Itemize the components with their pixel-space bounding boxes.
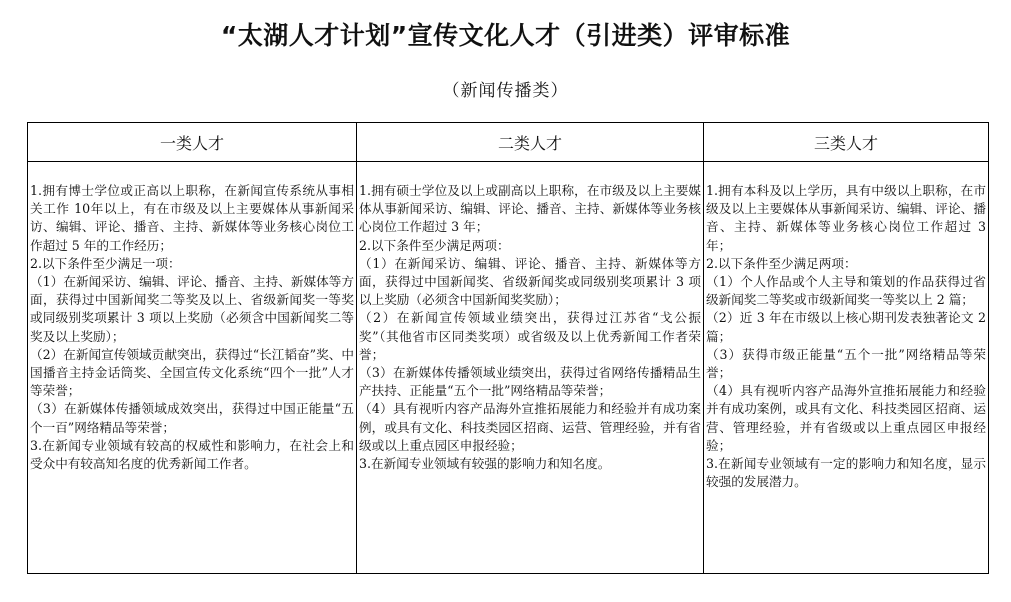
document-subtitle: （新闻传播类） [442,81,569,101]
criterion-line: （1）在新闻采访、编辑、评论、播音、主持、新媒体等方面，获得过中国新闻奖二等奖及以上、省级新闻奖一等奖或同级别奖项累计 3 项以上奖励（必须含中国新闻奖二等奖及以上奖励）； [30,274,354,344]
table-row [28,162,989,574]
criterion-line: 1.拥有本科及以上学历，具有中级以上职称，在市级及以上主要媒体从事新闻采访、编辑、评论、播音、主持、新媒体等业务核心岗位工作超过 3 年； [706,183,986,253]
table-header-row [28,123,989,162]
header-class-one: 一类人才 [28,123,357,162]
criterion-line: 2.以下条件至少满足一项： [30,255,181,271]
criterion-line: （2）在新闻宣传领域业绩突出，获得过江苏省“戈公振奖”（其他省市区同类奖项）或省级及以上优秀新闻工作者荣誉； [359,310,701,362]
criteria-cell-class-three [704,162,989,574]
criterion-line: （3）获得市级正能量“五个一批”网络精品等荣誉； [706,346,986,381]
header-class-three: 三类人才 [704,123,989,162]
criterion-line: （1）个人作品或个人主导和策划的作品获得过省级新闻奖二等奖或市级新闻奖一等奖以上 2 篇； [706,274,986,308]
criterion-line: （1）在新闻采访、编辑、评论、播音、主持、新媒体等方面，获得过中国新闻奖、省级新闻奖或同级别奖项累计 3 项以上奖励（必须含中国新闻奖奖励）； [359,255,701,308]
criterion-line: （3）在新媒体传播领域业绩突出，获得过省网络传播精品生产扶持、正能量“五个一批”网络精品等荣誉； [359,365,701,399]
header-class-two: 二类人才 [357,123,704,162]
criterion-line: 1.拥有博士学位或正高以上职称，在新闻宣传系统从事相关工作 10年以上，有在市级及以上主要媒体从事新闻采访、编辑、评论、播音、主持、新媒体等业务核心岗位工作超过 5 年的工作经历； [30,183,354,253]
criterion-line: 3.在新闻专业领域有较高的权威性和影响力，在社会上和受众中有较高知名度的优秀新闻工作者。 [30,437,354,472]
criteria-cell-class-two [357,162,704,574]
criterion-line: 1.拥有硕士学位及以上或副高以上职称，在市级及以上主要媒体从事新闻采访、编辑、评论、播音、主持、新媒体等业务核心岗位工作超过 3 年； [359,183,701,235]
criterion-line: 2.以下条件至少满足两项： [359,237,510,253]
criterion-line: （2）在新闻宣传领域贡献突出，获得过“长江韬奋”奖、中国播音主持金话筒奖、全国宣传文化系统“四个一批”人才等荣誉； [30,346,354,399]
criteria-table [27,122,989,574]
criterion-line: （4）具有视听内容产品海外宣推拓展能力和经验并有成功案例，或具有文化、科技类园区招商、运营、管理经验，并有省级或以上重点园区申报经验； [706,383,986,453]
document-title: “太湖人才计划”宣传文化人才（引进类）评审标准 [220,21,791,50]
criteria-cell-class-one [28,162,357,574]
criterion-line: （2）近 3 年在市级以上核心期刊发表独著论文 2 篇； [706,310,986,344]
criterion-line: 3.在新闻专业领域有较强的影响力和知名度。 [359,456,611,472]
criterion-line: 3.在新闻专业领域有一定的影响力和知名度，显示较强的发展潜力。 [706,456,986,490]
criterion-line: （4）具有视听内容产品海外宣推拓展能力和经验并有成功案例，或具有文化、科技类园区招商、运营、管理经验，并有省级或以上重点园区申报经验； [359,401,701,453]
criterion-line: （3）在新媒体传播领域成效突出，获得过中国正能量“五个一百”网络精品等荣誉； [30,401,354,435]
criterion-line: 2.以下条件至少满足两项： [706,255,857,271]
